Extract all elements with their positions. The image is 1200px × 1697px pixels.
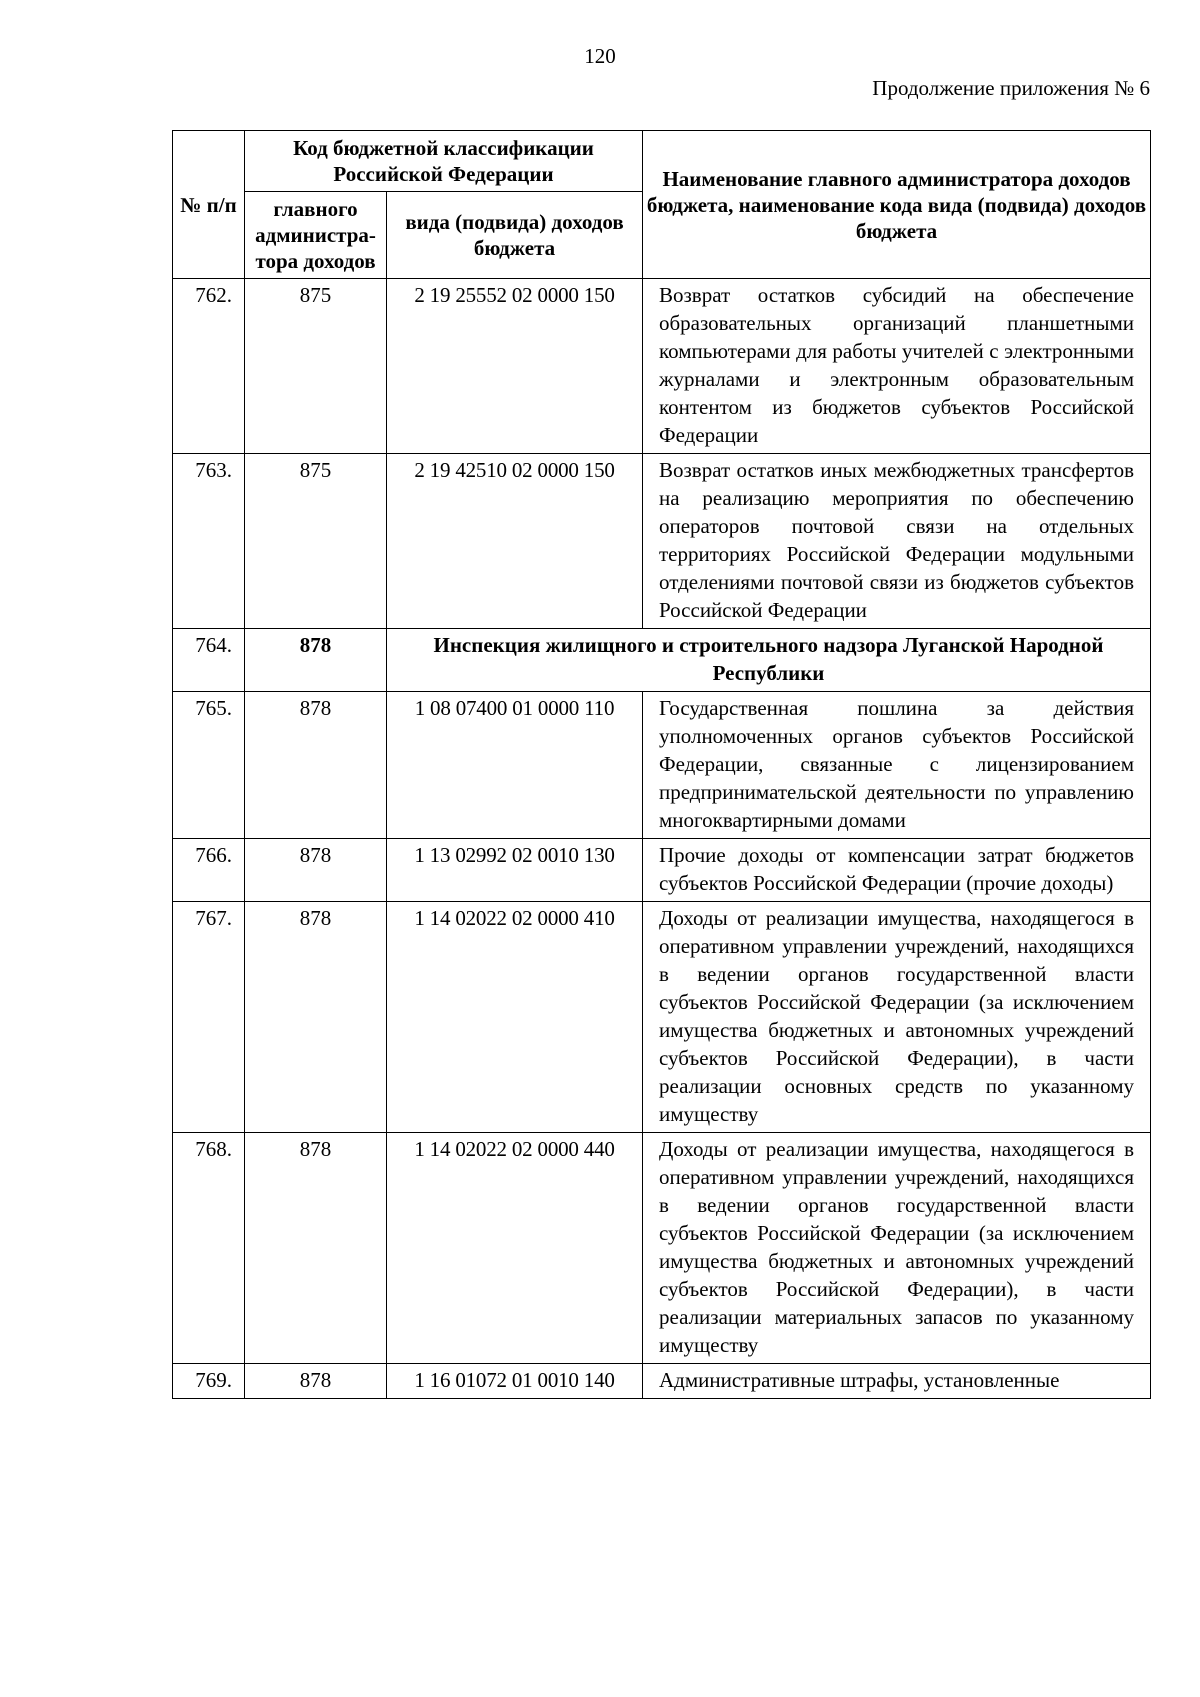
administrator-code: 875 [245,279,387,454]
income-type-code: 1 08 07400 01 0000 110 [387,692,643,839]
table-row [173,902,1151,1133]
income-type-code: 1 16 01072 01 0010 140 [387,1364,643,1399]
table-row-administrator-heading [173,629,1151,692]
income-name: Государственная пошлина за действия уполномоченных органов субъектов Российской Федерации, связанные с лицензированием предпринимательской деятельности по управлению многоквартирными домами [643,692,1151,839]
administrator-code: 878 [245,902,387,1133]
header-budget-classification-code: Код бюджетной классификации Российской Федерации [245,131,643,192]
income-type-code: 1 14 02022 02 0000 440 [387,1133,643,1364]
table-row [173,839,1151,902]
income-type-code: 2 19 42510 02 0000 150 [387,454,643,629]
header-main-administrator: главного администра-тора доходов [245,192,387,279]
administrator-code: 878 [245,1133,387,1364]
table-row [173,1364,1151,1399]
header-income-type: вида (подвида) доходов бюджета [387,192,643,279]
row-number: 767. [173,902,245,1133]
table-row [173,692,1151,839]
table-row [173,1133,1151,1364]
administrator-heading: Инспекция жилищного и строительного надзора Луганской Народной Республики [387,629,1151,692]
income-type-code: 2 19 25552 02 0000 150 [387,279,643,454]
page-number: 120 [584,44,616,68]
income-type-code: 1 13 02992 02 0010 130 [387,839,643,902]
income-name: Возврат остатков иных межбюджетных трансфертов на реализацию мероприятия по обеспечению операторов почтовой связи на отдельных территориях Российской Федерации модульными отделениями почтовой связи из бюджетов субъектов Российской Федерации [643,454,1151,629]
row-number: 765. [173,692,245,839]
header-administrator-name: Наименование главного администратора доходов бюджета, наименование кода вида (подвида) доходов бюджета [643,131,1151,279]
income-name: Административные штрафы, установленные [643,1364,1151,1399]
income-name: Прочие доходы от компенсации затрат бюджетов субъектов Российской Федерации (прочие доходы) [643,839,1151,902]
row-number: 766. [173,839,245,902]
row-number: 763. [173,454,245,629]
income-name: Доходы от реализации имущества, находящегося в оперативном управлении учреждений, находящихся в ведении органов государственной власти субъектов Российской Федерации (за исключением имущества бюджетных и автономных учреждений субъектов Российской Федерации), в части реализации материальных запасов по указанному имуществу [643,1133,1151,1364]
appendix-continuation-label: Продолжение приложения № 6 [872,76,1150,100]
table-row [173,454,1151,629]
row-number: 764. [173,629,245,692]
row-number: 769. [173,1364,245,1399]
row-number: 762. [173,279,245,454]
administrator-code: 875 [245,454,387,629]
administrator-code: 878 [245,629,387,692]
table-row [173,279,1151,454]
administrator-code: 878 [245,1364,387,1399]
income-name: Доходы от реализации имущества, находящегося в оперативном управлении учреждений, находящихся в ведении органов государственной власти субъектов Российской Федерации (за исключением имущества бюджетных и автономных учреждений субъектов Российской Федерации), в части реализации основных средств по указанному имуществу [643,902,1151,1133]
header-row-number: № п/п [173,131,245,279]
row-number: 768. [173,1133,245,1364]
administrator-code: 878 [245,839,387,902]
administrator-code: 878 [245,692,387,839]
income-name: Возврат остатков субсидий на обеспечение образовательных организаций планшетными компьютерами для работы учителей с электронными журналами и электронным образовательным контентом из бюджетов субъектов Российской Федерации [643,279,1151,454]
budget-classification-table [172,130,1151,1399]
income-type-code: 1 14 02022 02 0000 410 [387,902,643,1133]
